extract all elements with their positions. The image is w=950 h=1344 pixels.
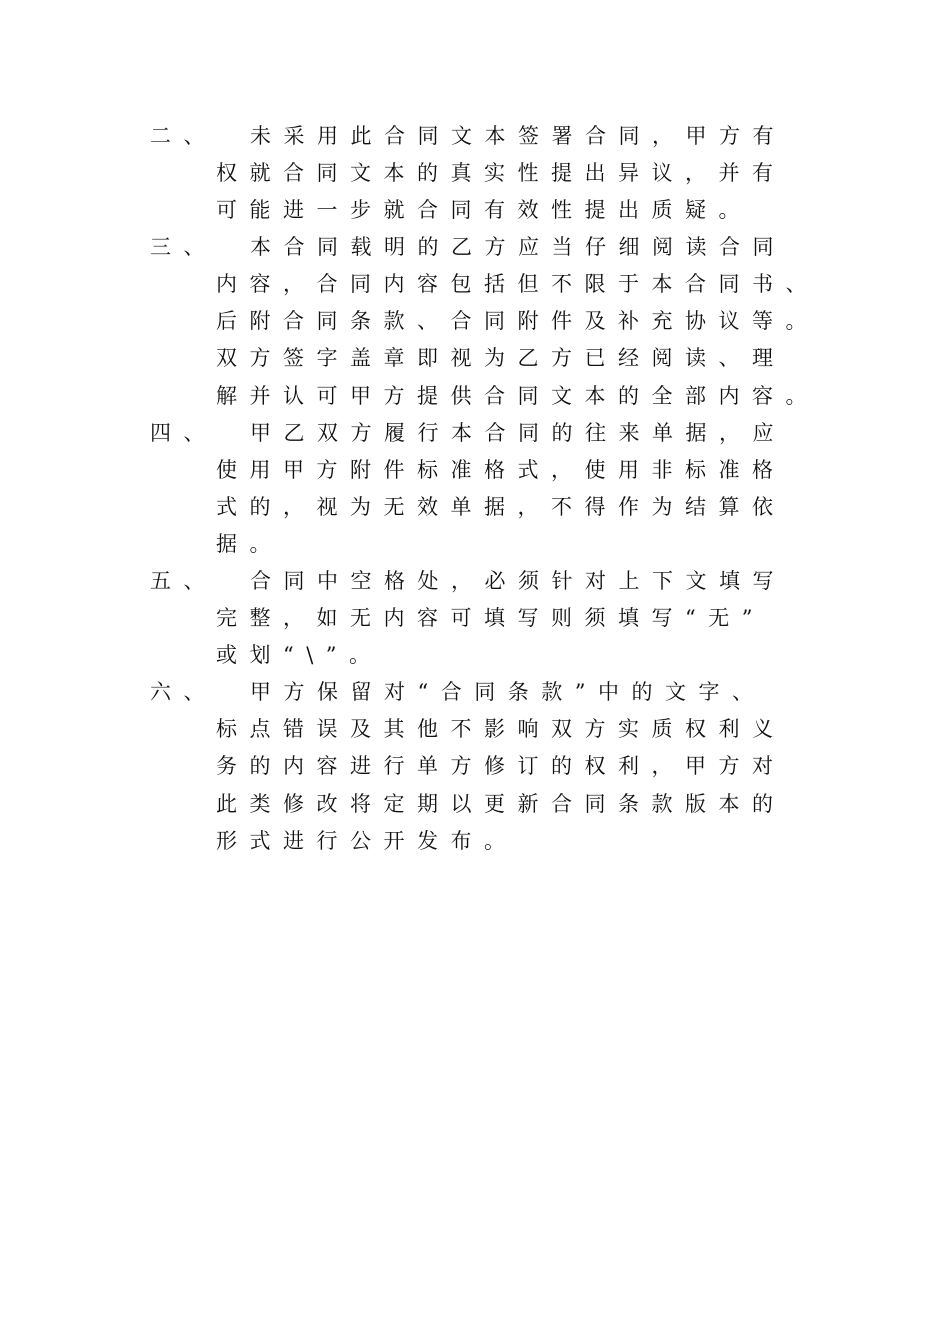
clause-number: 二、 bbox=[150, 124, 217, 148]
clause-text-line: 甲方保留对“合同条款”中的文字、 bbox=[250, 680, 766, 704]
clause-text-line: 据。 bbox=[216, 532, 283, 556]
clause-text-line: 后附合同条款、合同附件及补充协议等。 bbox=[216, 309, 819, 333]
clause-text-line: 本合同载明的乙方应当仔细阅读合同 bbox=[250, 235, 786, 259]
clause-text-line: 形式进行公开发布。 bbox=[216, 829, 518, 853]
clause-text-line: 标点错误及其他不影响双方实质权利义 bbox=[216, 717, 786, 741]
clause-text-line: 权就合同文本的真实性提出异议，并有 bbox=[216, 161, 786, 185]
clause-text-line: 内容，合同内容包括但不限于本合同书、 bbox=[216, 272, 819, 296]
clause-text-line: 甲乙双方履行本合同的往来单据，应 bbox=[250, 421, 786, 445]
clause-text-line: 务的内容进行单方修订的权利，甲方对 bbox=[216, 754, 786, 778]
clause-text-line: 未采用此合同文本签署合同，甲方有 bbox=[250, 124, 786, 148]
clause-text-line: 解并认可甲方提供合同文本的全部内容。 bbox=[216, 384, 819, 408]
clause-text-line: 式的，视为无效单据，不得作为结算依 bbox=[216, 495, 786, 519]
clause-text-line: 完整，如无内容可填写则须填写“无” bbox=[216, 606, 765, 630]
clause-text-line: 可能进一步就合同有效性提出质疑。 bbox=[216, 198, 752, 222]
clause-number: 四、 bbox=[150, 421, 217, 445]
clause-text-line: 或划“\”。 bbox=[216, 643, 383, 667]
clause-number: 三、 bbox=[150, 235, 217, 259]
clause-text-line: 合同中空格处，必须针对上下文填写 bbox=[250, 569, 786, 593]
clause-number: 五、 bbox=[150, 569, 217, 593]
clause-text-line: 使用甲方附件标准格式，使用非标准格 bbox=[216, 458, 786, 482]
clause-number: 六、 bbox=[150, 680, 217, 704]
clause-text-line: 双方签字盖章即视为乙方已经阅读、理 bbox=[216, 346, 786, 370]
clause-text-line: 此类修改将定期以更新合同条款版本的 bbox=[216, 792, 786, 816]
